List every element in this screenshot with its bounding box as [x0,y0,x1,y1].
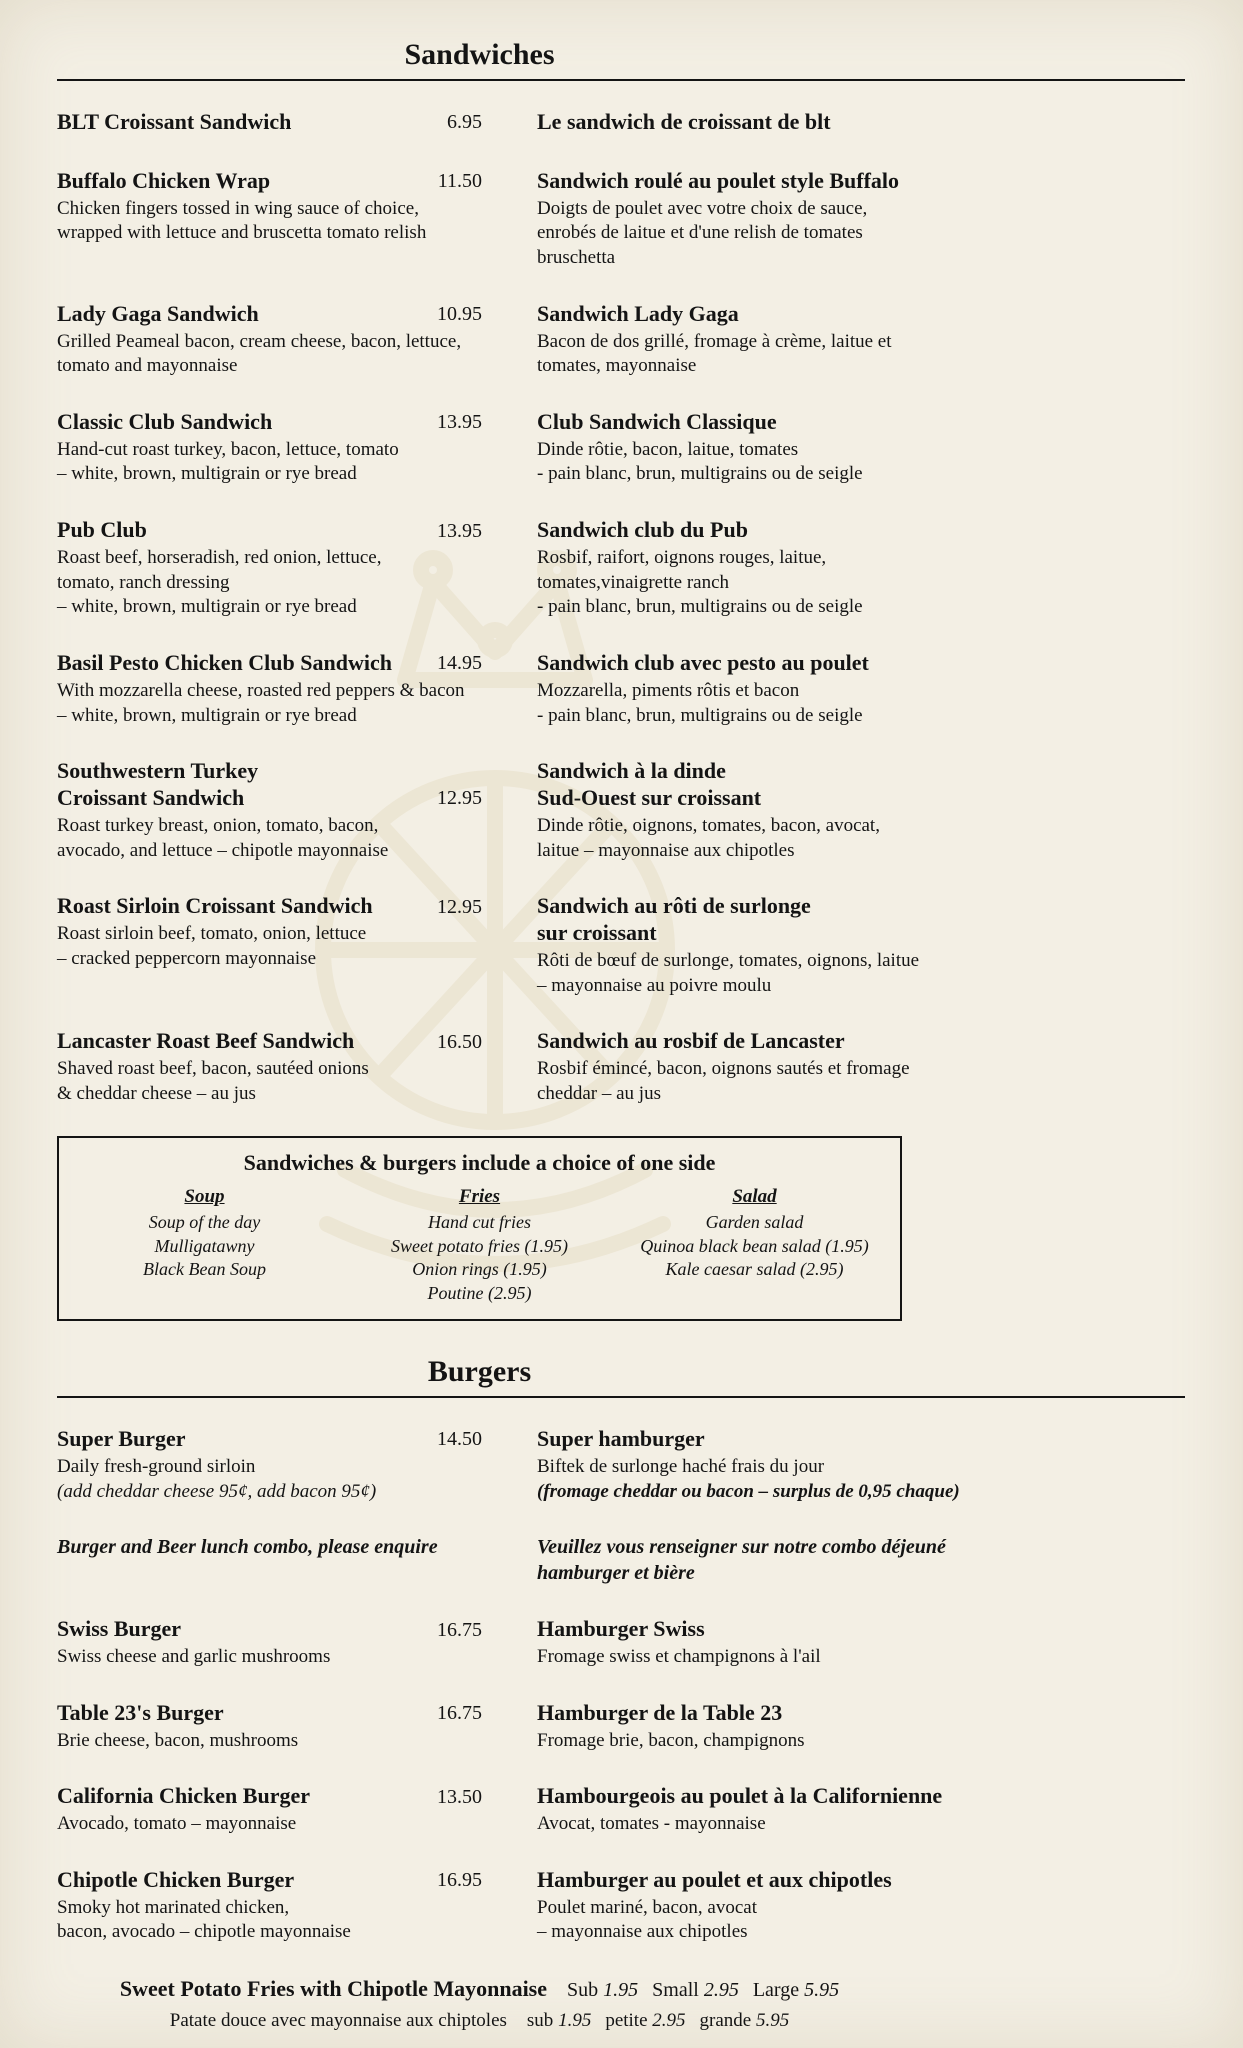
description-line: tomates,vinaigrette ranch [537,571,730,593]
item-name [57,1700,224,1727]
item-english [57,1534,482,1586]
item-name-line: Le sandwich de croissant de blt [537,109,831,134]
item-name-line: Classic Club Sandwich [57,408,273,434]
item-description [57,546,537,620]
description-line: Shaved roast beef, bacon, sautéed onions [57,1058,369,1080]
item-description-fr [537,679,1185,728]
description-line: bacon, avocado – chipotle mayonnaise [57,1921,351,1943]
size-price: 1.95 [603,1979,639,2001]
item-name-line: Sandwich au rôti de surlonge [537,893,811,919]
item-name-line: Basil Pesto Chicken Club Sandwich [57,650,392,676]
sides-columns [67,1186,892,1305]
description-line: laitue – mayonnaise aux chipotles [537,839,795,861]
sandwiches-section-head [57,38,1185,81]
side-column-soup [67,1186,342,1281]
side-item: Onion rings (1.95) [412,1259,547,1280]
item-english [57,109,482,138]
menu-item [57,109,1185,138]
item-header [57,650,482,677]
description-line: - pain blanc, brun, multigrains ou de seigle [537,463,863,485]
item-english [57,1028,482,1106]
item-english [57,758,482,863]
item-name-line: Super Burger [57,1426,186,1452]
item-header [57,517,482,544]
item-name-fr [537,1616,1185,1643]
description-line: Roast turkey breast, onion, tomato, bacon, [57,814,379,836]
item-name-line: Lancaster Roast Beef Sandwich [57,1028,355,1054]
item-header [57,1783,482,1810]
description-line: Poulet mariné, bacon, avocat [537,1896,758,1918]
item-name-line: Sandwich à la dinde [537,758,726,784]
item-description-fr [537,1057,1185,1106]
size-label: Sub [567,1979,599,2001]
item-name-line: Swiss Burger [57,1616,182,1642]
item-price: 16.50 [437,1030,482,1053]
description-line: Roast sirloin beef, tomato, onion, lettuce [57,923,367,945]
size-label: sub [526,2009,554,2031]
menu-item [57,1783,1185,1837]
size-price: 5.95 [804,1979,840,2001]
item-name-fr [537,517,1185,544]
description-line: tomato and mayonnaise [57,355,238,377]
description-line: – white, brown, multigrain or rye bread [57,463,357,485]
sandwiches-list [57,109,1185,1106]
item-name-fr [537,650,1185,677]
item-english [57,650,482,728]
item-price: 16.95 [437,1869,482,1892]
item-header [57,893,482,920]
item-french [537,168,1185,271]
burgers-section-head [57,1355,1185,1398]
description-line: – mayonnaise aux chipotles [537,1921,748,1943]
item-english [57,893,482,998]
description-line: Dinde rôtie, bacon, laitue, tomates [537,438,799,460]
menu-item [57,650,1185,728]
description-line: & cheddar cheese – au jus [57,1082,256,1104]
item-description-fr [537,197,1185,271]
item-description [57,922,537,971]
item-description-fr [537,546,1185,620]
description-line: – cracked peppercorn mayonnaise [57,947,317,969]
size-label: Large [752,1979,800,2001]
description-line: avocado, and lettuce – chipotle mayonnaise [57,839,389,861]
item-name-line: Sandwich club du Pub [537,517,748,543]
item-description-fr [537,330,1185,379]
item-price: 12.95 [437,787,482,810]
description-line: – white, brown, multigrain or rye bread [57,704,357,726]
description-line: tomato, ranch dressing [57,571,230,593]
description-line: Rosbif, raifort, oignons rouges, laitue, [537,546,827,568]
item-french [537,1867,1185,1945]
item-name-fr [537,758,1185,812]
side-item: Kale caesar salad (2.95) [665,1259,844,1280]
side-item: Sweet potato fries (1.95) [391,1235,568,1256]
sides-box [57,1136,902,1321]
side-column-fries [342,1186,617,1305]
description-line: Mozzarella, piments rôtis et bacon [537,679,800,701]
item-english [57,1867,482,1945]
description-line: (fromage cheddar ou bacon – surplus de 0,95 chaque) [537,1480,960,1502]
footer-line-en [57,1975,902,2004]
item-header [57,1426,482,1453]
footer-size-small [652,1979,739,2001]
item-name-line: Chipotle Chicken Burger [57,1866,295,1892]
note-line-fr: hamburger et bière [537,1562,695,1585]
item-english [57,1783,482,1837]
menu-item [57,1028,1185,1106]
side-item: Hand cut fries [428,1212,531,1233]
menu-item [57,1700,1185,1754]
item-description [57,814,537,863]
size-price: 5.95 [755,2009,790,2031]
item-name-line: Club Sandwich Classique [537,408,777,434]
menu-item [57,168,1185,271]
item-english [57,1616,482,1670]
item-name-line: Hambourgeois au poulet à la Californienne [537,1783,943,1809]
item-price: 12.95 [437,895,482,918]
description-line: Avocado, tomato – mayonnaise [57,1813,297,1835]
item-name-line: Table 23's Burger [57,1699,224,1725]
combo-note-row [57,1534,1185,1586]
item-name [57,1028,354,1055]
item-name-line: Hamburger de la Table 23 [537,1699,783,1725]
item-name-fr [537,1426,1185,1453]
item-name [57,109,291,136]
item-description [57,1645,537,1670]
menu-item [57,1867,1185,1945]
item-french [537,893,1185,998]
item-header [57,1028,482,1055]
description-line: Fromage swiss et champignons à l'ail [537,1646,821,1668]
item-french [537,1616,1185,1670]
item-price: 13.95 [437,411,482,434]
burgers-section-title: Burgers [427,1355,532,1389]
side-item: Soup of the day [148,1212,261,1233]
description-line: - pain blanc, brun, multigrains ou de seigle [537,596,863,618]
item-french [537,1534,1185,1586]
description-line: Fromage brie, bacon, champignons [537,1729,805,1751]
description-line: - pain blanc, brun, multigrains ou de seigle [537,704,863,726]
description-line: Swiss cheese and garlic mushrooms [57,1646,331,1668]
section-divider [57,1396,1185,1398]
item-french [537,109,1185,138]
footer-size-petite-fr [605,2010,685,2031]
item-name-fr [537,893,1185,947]
item-name-line: Pub Club [57,517,147,543]
description-line: – white, brown, multigrain or rye bread [57,596,357,618]
item-header [57,168,482,195]
footer-fr-label: Patate douce avec mayonnaise aux chiptoles [169,2009,507,2031]
item-name-fr [537,1700,1185,1727]
item-price: 16.75 [437,1618,482,1641]
item-name-line: Roast Sirloin Croissant Sandwich [57,893,373,919]
item-description [57,1812,537,1837]
item-name-line: Sandwich club avec pesto au poulet [537,650,869,676]
side-item: Quinoa black bean salad (1.95) [640,1235,869,1256]
description-line: tomates, mayonnaise [537,355,697,377]
item-french [537,1028,1185,1106]
footer-size-grande-fr [700,2010,790,2031]
item-price: 10.95 [437,303,482,326]
item-english [57,1700,482,1754]
side-item: Garden salad [705,1212,804,1233]
item-name [57,1616,181,1643]
item-name-line: Sud-Ouest sur croissant [537,785,762,811]
item-name-line: Lady Gaga Sandwich [57,300,259,326]
item-english [57,1426,482,1504]
description-line: Brie cheese, bacon, mushrooms [57,1729,299,1751]
footer-en-label: Sweet Potato Fries with Chipotle Mayonnaise [119,1976,548,2001]
item-description [57,330,537,379]
item-price: 11.50 [437,170,482,193]
item-description-fr [537,1455,1185,1504]
item-description-fr [537,1729,1185,1754]
item-name-line: Buffalo Chicken Wrap [57,167,271,193]
footer-size-sub-fr [527,2010,591,2031]
item-description-fr [537,1896,1185,1945]
description-line: Avocat, tomates - mayonnaise [537,1813,766,1835]
description-line: Roast beef, horseradish, red onion, lettuce, [57,546,382,568]
menu-item [57,301,1185,379]
item-header [57,1867,482,1894]
item-french [537,1700,1185,1754]
item-name [57,168,270,195]
description-line: Rôti de bœuf de surlonge, tomates, oignons, laitue [537,949,920,971]
item-name-line: sur croissant [537,920,657,946]
sandwiches-section-title: Sandwiches [404,38,555,71]
side-column-header: Fries [458,1186,501,1208]
item-description [57,1729,537,1754]
item-name-line: Croissant Sandwich [57,785,245,811]
description-line: – mayonnaise au poivre moulu [537,974,772,996]
item-french [537,1783,1185,1837]
item-header [57,758,482,812]
item-french [537,1426,1185,1504]
size-price: 2.95 [652,2009,686,2031]
menu-footer [57,1975,902,2033]
item-price: 14.50 [437,1428,482,1451]
note-line-fr: Veuillez vous renseigner sur notre combo déjeuné [537,1536,946,1559]
description-line: cheddar – au jus [537,1082,661,1104]
size-label: petite [605,2009,648,2031]
size-price: 2.95 [703,1979,739,2001]
item-description [57,1455,537,1504]
menu-item [57,758,1185,863]
item-header [57,1700,482,1727]
item-name-line: Sandwich roulé au poulet style Buffalo [537,167,900,193]
item-description [57,197,537,246]
item-price: 13.95 [437,519,482,542]
item-price: 14.95 [437,652,482,675]
menu-item [57,1616,1185,1670]
size-price: 1.95 [558,2009,592,2031]
item-description [57,438,537,487]
description-line: (add cheddar cheese 95¢, add bacon 95¢) [57,1480,377,1502]
item-description [57,1057,537,1106]
item-price: 13.50 [437,1785,482,1808]
menu-item [57,517,1185,620]
item-description-fr [537,1645,1185,1670]
note-line-en: Burger and Beer lunch combo, please enquire [57,1536,438,1559]
item-name-line: BLT Croissant Sandwich [57,109,292,134]
item-price: 16.75 [437,1702,482,1725]
menu-item [57,1426,1185,1504]
item-description-fr [537,949,1185,998]
item-name-line: Southwestern Turkey [57,758,259,784]
description-line: Biftek de surlonge haché frais du jour [537,1455,825,1477]
description-line: enrobés de laitue et d'une relish de tomates [537,222,863,244]
description-line: With mozzarella cheese, roasted red peppers & bacon [57,679,465,701]
item-description [57,679,537,728]
description-line: Grilled Peameal bacon, cream cheese, bacon, lettuce, [57,330,462,352]
burgers-list [57,1426,1185,1945]
side-column-salad [617,1186,892,1281]
item-english [57,517,482,620]
side-column-header: Soup [184,1186,225,1208]
item-french [537,409,1185,487]
item-french [537,517,1185,620]
footer-size-sub [567,1979,638,2001]
item-name-fr [537,1028,1185,1055]
item-name [57,301,259,328]
item-name-line: Sandwich Lady Gaga [537,300,739,326]
item-name [57,1426,186,1453]
description-line: Dinde rôtie, oignons, tomates, bacon, avocat, [537,814,880,836]
description-line: Daily fresh-ground sirloin [57,1455,256,1477]
menu-item [57,893,1185,998]
footer-size-large [753,1979,839,2001]
footer-line-fr [57,2009,902,2034]
section-divider [57,79,1185,81]
item-name-line: Hamburger au poulet et aux chipotles [537,1866,892,1892]
description-line: wrapped with lettuce and bruscetta tomato relish [57,222,427,244]
description-line: Chicken fingers tossed in wing sauce of choice, [57,197,419,219]
item-name-fr [537,109,1185,136]
item-name-fr [537,1783,1185,1810]
item-header [57,409,482,436]
item-description-fr [537,814,1185,863]
item-name-line: California Chicken Burger [57,1783,310,1809]
item-name [57,409,272,436]
item-header [57,1616,482,1643]
description-line: Doigts de poulet avec votre choix de sauce, [537,197,868,219]
item-french [537,650,1185,728]
item-name-fr [537,168,1185,195]
item-description [57,1896,537,1945]
item-english [57,301,482,379]
menu-item [57,409,1185,487]
size-label: grande [699,2009,752,2031]
item-name [57,650,392,677]
item-description-fr [537,438,1185,487]
item-name [57,1783,310,1810]
item-french [537,301,1185,379]
item-name [57,1867,294,1894]
description-line: bruschetta [537,247,616,269]
item-english [57,409,482,487]
item-name-line: Hamburger Swiss [537,1616,705,1642]
item-english [57,168,482,271]
item-name-fr [537,1867,1185,1894]
side-item: Poutine (2.95) [427,1282,532,1303]
item-name [57,758,258,812]
side-item: Mulligatawny [154,1235,255,1256]
description-line: Rosbif émincé, bacon, oignons sautés et fromage [537,1058,910,1080]
item-name-fr [537,409,1185,436]
item-name [57,893,373,920]
item-name-line: Super hamburger [537,1426,705,1452]
description-line: Hand-cut roast turkey, bacon, lettuce, tomato [57,438,399,460]
side-item: Black Bean Soup [143,1259,266,1280]
item-french [537,758,1185,863]
size-label: Small [652,1979,699,2001]
description-line: Bacon de dos grillé, fromage à crème, laitue et [537,330,892,352]
item-name [57,517,147,544]
item-price: 6.95 [447,111,482,134]
sides-box-title: Sandwiches & burgers include a choice of one side [243,1150,716,1176]
item-header [57,301,482,328]
item-name-fr [537,301,1185,328]
side-column-header: Salad [732,1186,777,1208]
item-header [57,109,482,136]
item-name-line: Sandwich au rosbif de Lancaster [537,1028,845,1054]
description-line: Smoky hot marinated chicken, [57,1896,290,1918]
item-description-fr [537,1812,1185,1837]
